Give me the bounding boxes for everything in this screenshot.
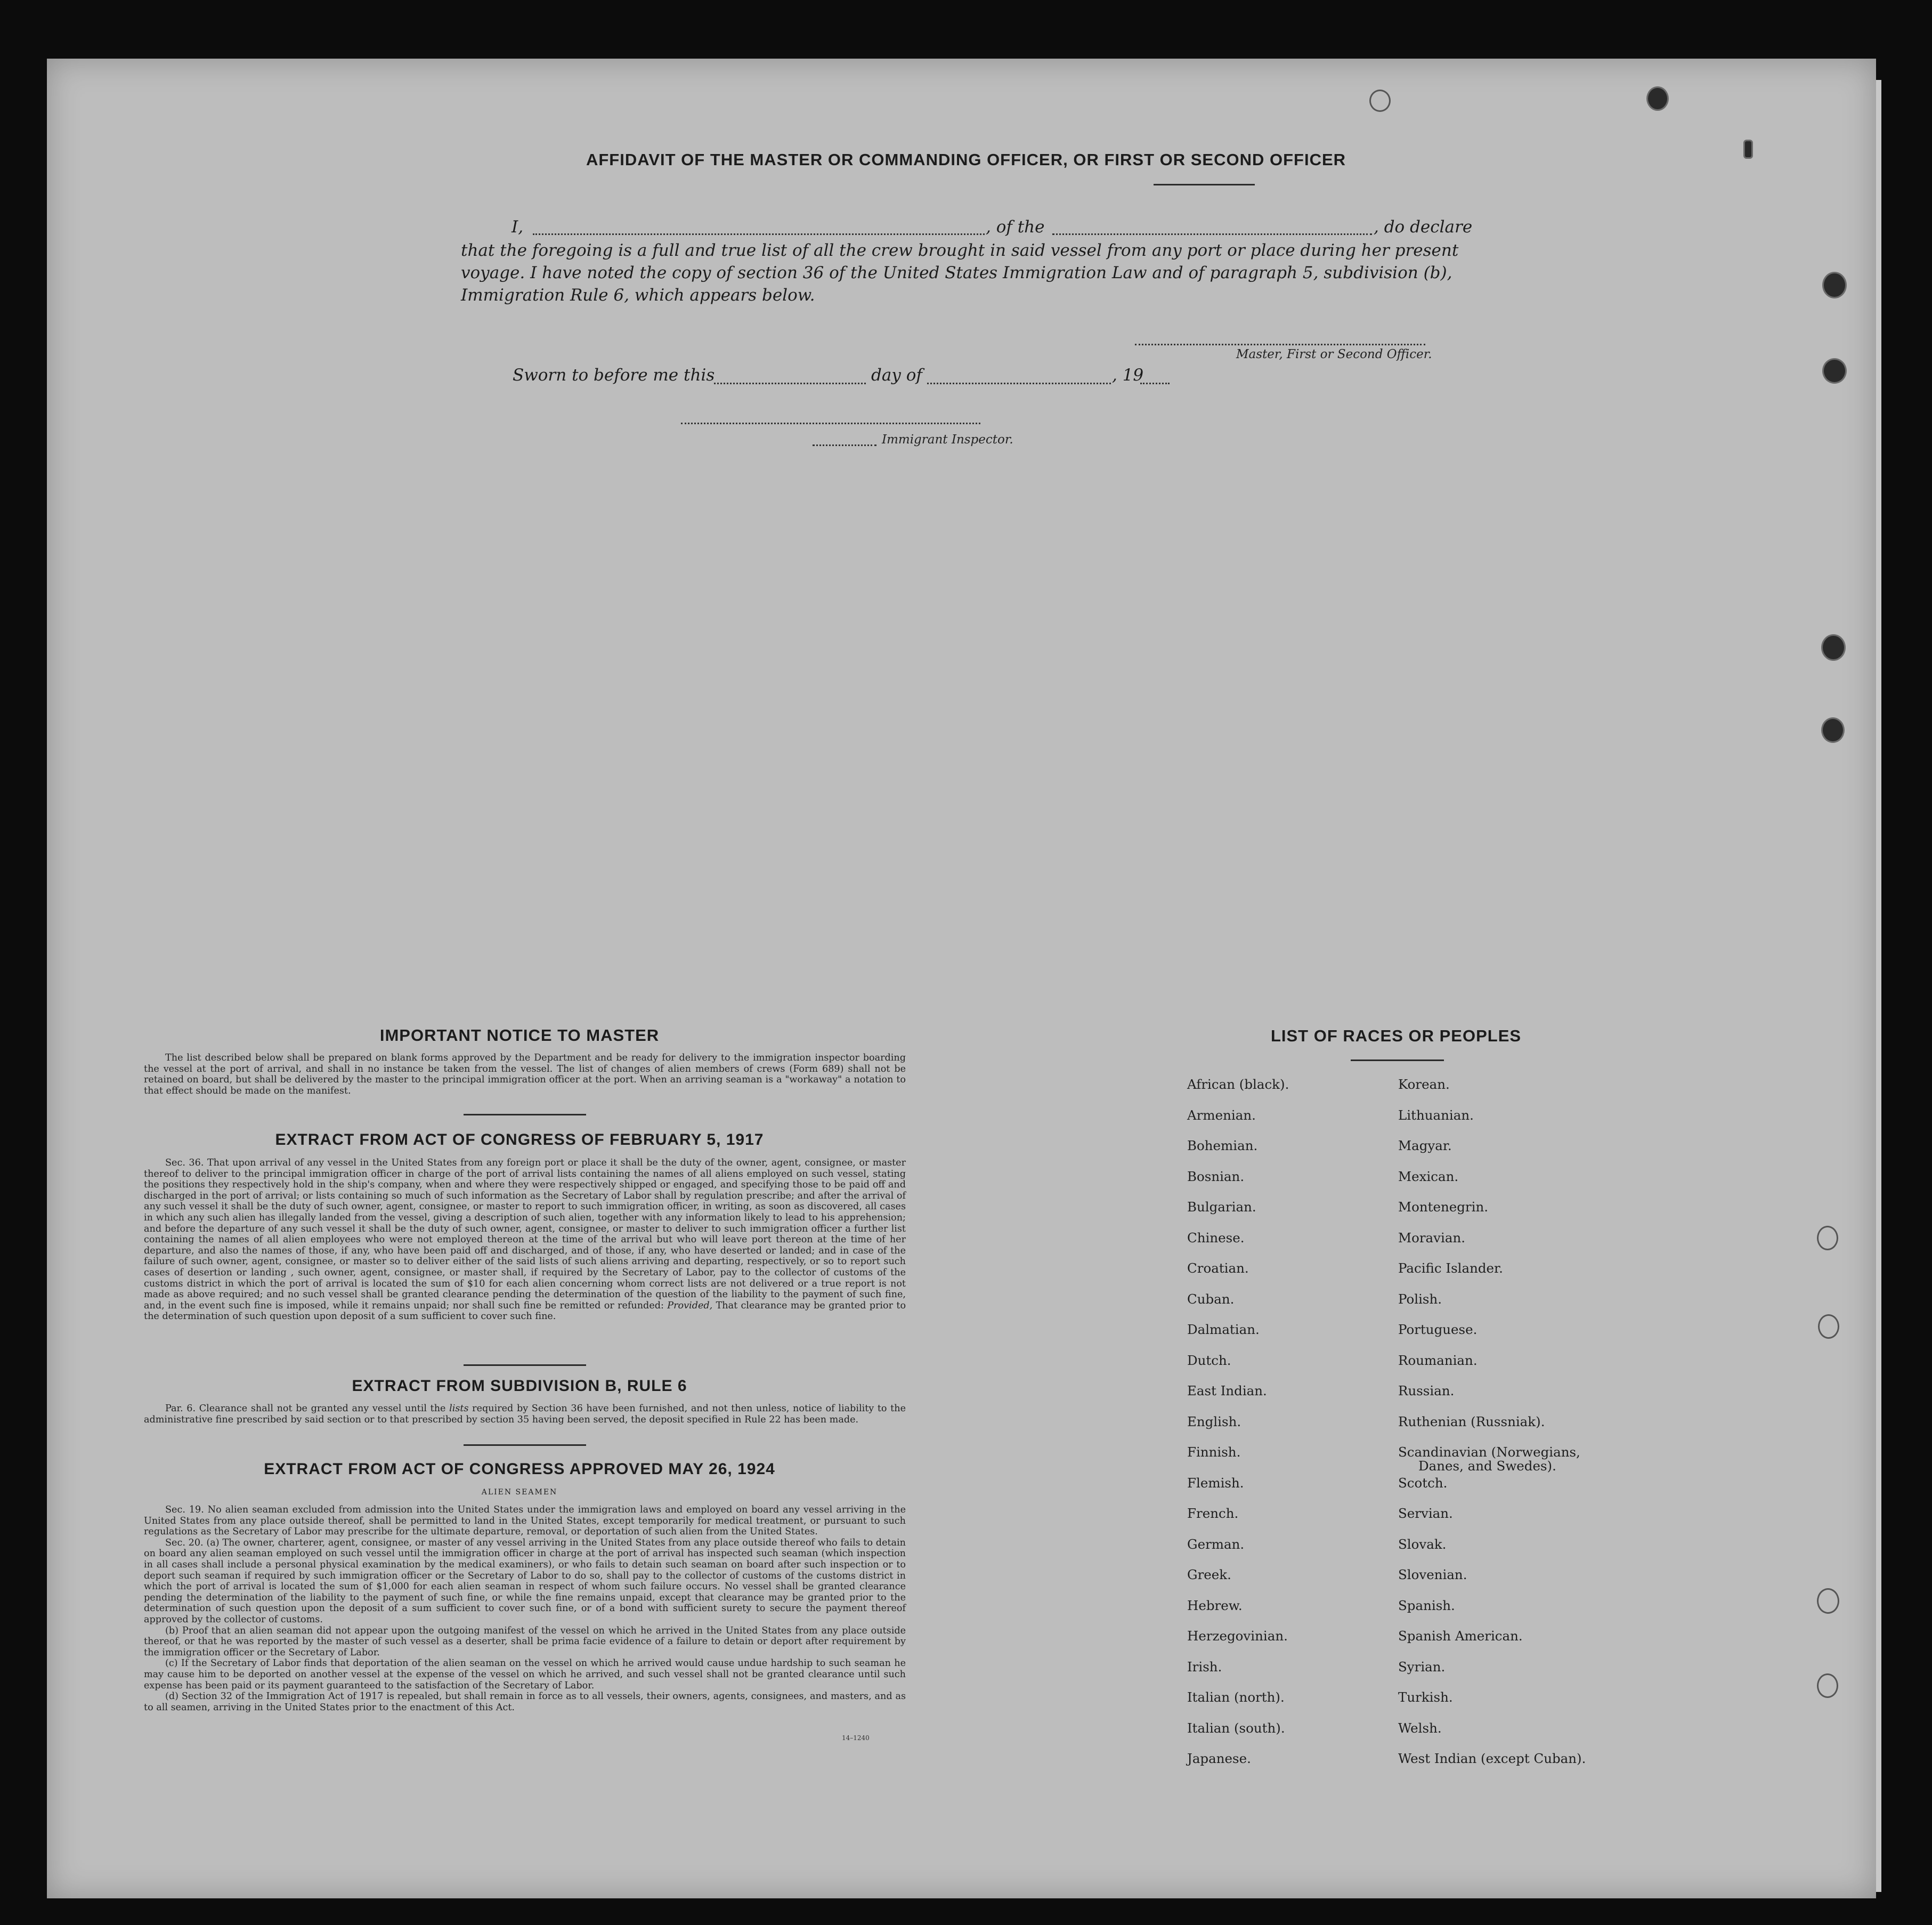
notice-text <box>144 1053 906 1096</box>
punch-hole <box>1369 90 1391 112</box>
race-item: Servian. <box>1398 1506 1453 1521</box>
lists-term: lists <box>449 1403 469 1414</box>
punch-hole <box>1817 1673 1838 1698</box>
extract-1917-body-end: That clearance may be granted prior to the determination of such question upon deposit of a sum sufficient to cover such fine. <box>144 1300 906 1322</box>
notice-title: IMPORTANT NOTICE TO MASTER <box>379 1026 660 1045</box>
race-item: Turkish. <box>1398 1689 1453 1705</box>
inspector-label: Immigrant Inspector. <box>882 433 1013 447</box>
sec20b-paragraph: (b) Proof that an alien seaman did not appear upon the outgoing manifest of the vessel on which he arrived in the United States from any place outside thereof, or that he was reported by the master of such vessel as a deserter, shall be prima facie evidence of a failure to detain or deport after requirement by the immigration officer or the Secretary of Labor. <box>144 1625 906 1658</box>
sworn-month-blank[interactable] <box>927 383 1111 384</box>
sworn-year-blank[interactable] <box>1140 383 1170 384</box>
race-item: Ruthenian (Russniak). <box>1398 1413 1545 1429</box>
race-item: French. <box>1187 1506 1239 1521</box>
race-item: Magyar. <box>1398 1138 1452 1153</box>
race-item: Bulgarian. <box>1187 1199 1256 1215</box>
race-item: Lithuanian. <box>1398 1107 1474 1123</box>
race-item: Montenegrin. <box>1398 1199 1489 1215</box>
race-item: Pacific Islander. <box>1398 1260 1503 1276</box>
rule6-body: Par. 6. Clearance shall not be granted any vessel until the <box>165 1403 446 1414</box>
extract-1917-body: Sec. 36. That upon arrival of any vessel in the United States from any foreign port or place it shall be the duty of the owner, agent, consignee, or master thereof to deliver to the principal immigration officer in charge of the port of arrival lists containing the names of all aliens employed on such vessel, stating the positions they respectively hold in the ship's company, when and where they were respectively shipped or engaged, and specifying those to be paid off and discharged in the port of arrival; or lists containing so much of such information as the Secretary of Labor shall by regulation prescribe; and after the arrival of any such vessel it shall be the duty of such owner, agent, consignee, or master to report to such immigration officer, in writing, as soon as discovered, all cases in which any such alien has illegally landed from the vessel, giving a description of such alien, together with any information likely to lead to his apprehension; and before the departure of any such vessel it shall be the duty of such owner, agent, consignee, or master to deliver to such immigration officer a further list containing the names of all alien employees who were not employed thereon at the time of the arrival but who will leave port thereon at the time of her departure, and also the names of those, if any, who have been paid off and discharged, and of those, if any, who have deserted or landed; and in case of the failure of such owner, agent, consignee, or master so to deliver either of the said lists of such aliens arriving and departing, respectively, or so to report such cases of desertion or landing , such owner, agent, consignee, or master shall, if required by the Secretary of Labor, pay to the collector of customs of the customs district in which the port of arrival is located the sum of $10 for each alien concerning whom correct lists are not delivered or a true report is not made as above required; and no such vessel shall be granted clearance pending the determination of the question of the liability to the payment of such fine, and, in the event such fine is imposed, while it remains unpaid; nor shall such fine be remitted or refunded: <box>144 1158 906 1311</box>
punch-hole <box>1646 86 1669 111</box>
races-rule <box>1351 1059 1444 1061</box>
race-item: Cuban. <box>1187 1291 1235 1307</box>
punch-hole <box>1817 1588 1839 1614</box>
extract-1924-title: EXTRACT FROM ACT OF CONGRESS APPROVED MAY 26, 1924 <box>264 1460 775 1478</box>
race-item: Korean. <box>1398 1077 1450 1092</box>
affidavit-line4: Immigration Rule 6, which appears below. <box>461 286 815 305</box>
races-left-column <box>1187 1078 1289 1783</box>
race-item: Japanese. <box>1187 1751 1251 1766</box>
race-item: Herzegovinian. <box>1187 1628 1288 1644</box>
race-item: Irish. <box>1187 1659 1222 1675</box>
race-item: Croatian. <box>1187 1260 1249 1276</box>
name-blank[interactable] <box>533 233 985 235</box>
race-item: Scandinavian (Norwegians, Danes, and Swedes). <box>1398 1444 1580 1474</box>
race-item: Polish. <box>1398 1291 1442 1307</box>
section-rule <box>464 1114 586 1115</box>
race-item: Flemish. <box>1187 1475 1244 1491</box>
race-item: Welsh. <box>1398 1720 1442 1736</box>
inspector-dots <box>813 444 876 446</box>
race-item: Mexican. <box>1398 1168 1459 1184</box>
affidavit-line3: voyage. I have noted the copy of section 36 of the United States Immigration Law and of paragraph 5, subdivision (b), <box>461 263 1452 282</box>
extract-rule6-title: EXTRACT FROM SUBDIVISION B, RULE 6 <box>352 1377 687 1395</box>
races-title: LIST OF RACES OR PEOPLES <box>1270 1026 1522 1045</box>
punch-hole <box>1822 272 1847 298</box>
affidavit-i: I, <box>512 217 524 237</box>
race-item: Dalmatian. <box>1187 1322 1260 1337</box>
race-item: Slovenian. <box>1398 1567 1467 1582</box>
sec20a-paragraph: Sec. 20. (a) The owner, charterer, agent, consignee, or master of any vessel arriving in the United States from any place outside thereof who fails to detain on board any alien seaman employed on such vessel until the immigration officer in charge at the port of arrival has inspected such seaman (which inspection in all cases shall include a personal physical examination by the medical examiners), or who fails to detain such seaman on board after such inspection or to deport such seaman if required by such immigration officer or the Secretary of Labor to do so, shall pay to the collector of customs of the customs district in which the port of arrival is located the sum of $1,000 for each alien seaman in respect of whom such failure occurs. No vessel shall be granted clearance pending the determination of the liability to the payment of such fine, or while the fine remains unpaid, except that clearance may be granted prior to the determination of such question upon the deposit of a sum sufficient to cover such fine, or of a bond with sufficient surety to secure the payment thereof approved by the collector of customs. <box>144 1537 906 1625</box>
sec20c-paragraph: (c) If the Secretary of Labor finds that deportation of the alien seaman on the vessel on which he arrived would cause undue hardship to such seaman he may cause him to be deported on another vessel at the expense of the vessel on which he arrived, and such vessel shall not be granted clearance until such expense has been paid or its payment guaranteed to the satisfaction of the Secretary of Labor. <box>144 1658 906 1691</box>
race-item: Italian (north). <box>1187 1689 1285 1705</box>
rule6-paragraph <box>144 1403 906 1425</box>
sec19-paragraph: Sec. 19. No alien seaman excluded from admission into the United States under the immigration laws and employed on board any vessel arriving in the United States from any place outside thereof, shall be permitted to land in the United States, except temporarily for medical treatment, or pursuant to such regulations as the Secretary of Labor may prescribe for the ultimate departure, removal, or deportation of such alien from the United States. <box>144 1505 906 1538</box>
punch-hole <box>1822 358 1847 384</box>
race-item: Italian (south). <box>1187 1720 1285 1736</box>
race-item: African (black). <box>1187 1077 1289 1092</box>
race-item: East Indian. <box>1187 1383 1267 1398</box>
race-item: Armenian. <box>1187 1107 1256 1123</box>
race-item: Spanish. <box>1398 1597 1455 1613</box>
race-item: Russian. <box>1398 1383 1455 1398</box>
vessel-blank[interactable] <box>1052 233 1372 235</box>
inspector-signature-line[interactable] <box>681 423 980 424</box>
punch-hole <box>1818 1314 1839 1339</box>
master-signature-label: Master, First or Second Officer. <box>1236 347 1432 361</box>
race-item: Bohemian. <box>1187 1138 1258 1153</box>
race-item: Slovak. <box>1398 1536 1447 1552</box>
race-item: Dutch. <box>1187 1352 1231 1368</box>
section-rule <box>464 1444 586 1446</box>
provided-term: Provided, <box>667 1300 713 1311</box>
sheet-edge <box>1876 80 1881 1892</box>
extract-1917-title: EXTRACT FROM ACT OF CONGRESS OF FEBRUARY 5, 1917 <box>275 1131 764 1148</box>
section-rule <box>464 1364 586 1366</box>
affidavit-line2: that the foregoing is a full and true list of all the crew brought in said vessel from any port or place during her present <box>461 241 1459 260</box>
affidavit-of-the: , of the <box>986 217 1045 237</box>
title-rule <box>1154 184 1255 185</box>
master-signature-line[interactable] <box>1135 344 1425 345</box>
races-right-column <box>1398 1078 1621 1783</box>
extract-1917-text <box>144 1158 906 1322</box>
sworn-day-blank[interactable] <box>714 383 866 384</box>
race-item: West Indian (except Cuban). <box>1398 1751 1586 1766</box>
extract-1917-paragraph <box>144 1158 906 1322</box>
notice-paragraph: The list described below shall be prepared on blank forms approved by the Department and be ready for delivery to the immigration inspector boarding the vessel at the port of arrival, and shall in no instance be taken from the vessel. The list of changes of alien members of crews (Form 689) shall not be retained on board, but shall be delivered by the master to the principal immigration officer at the port. When an arriving seaman is a "workaway" a notation to that effect should be made on the manifest. <box>144 1053 906 1096</box>
sec20d-paragraph: (d) Section 32 of the Immigration Act of 1917 is repealed, but shall remain in force as to all vessels, their owners, agents, consignees, and masters, and as to all seamen, arriving in the United States prior to the enactment of this Act. <box>144 1691 906 1713</box>
sworn-year: , 19 <box>1112 366 1144 385</box>
race-item: Roumanian. <box>1398 1352 1478 1368</box>
punch-hole <box>1821 717 1845 743</box>
race-item: Syrian. <box>1398 1659 1446 1675</box>
punch-hole <box>1817 1226 1838 1250</box>
race-item: Hebrew. <box>1187 1597 1243 1613</box>
race-item: Moravian. <box>1398 1230 1466 1245</box>
race-item: Spanish American. <box>1398 1628 1523 1644</box>
form-number: 14–1240 <box>842 1734 870 1742</box>
extract-1924-text <box>144 1505 906 1713</box>
race-item: Scotch. <box>1398 1475 1448 1491</box>
punch-hole <box>1821 634 1846 661</box>
race-item: Portuguese. <box>1398 1322 1478 1337</box>
race-item: Bosnian. <box>1187 1168 1245 1184</box>
sworn-day-of: day of <box>871 366 922 385</box>
race-item: Greek. <box>1187 1567 1231 1582</box>
race-item: Finnish. <box>1187 1444 1241 1460</box>
race-item: Chinese. <box>1187 1230 1245 1245</box>
affidavit-declare: , do declare <box>1374 217 1473 237</box>
extract-rule6-text <box>144 1403 906 1425</box>
alien-seamen-subtitle: ALIEN SEAMEN <box>481 1488 558 1497</box>
race-item: English. <box>1187 1413 1241 1429</box>
sworn-text: Sworn to before me this <box>513 366 715 385</box>
affidavit-title: AFFIDAVIT OF THE MASTER OR COMMANDING OFFICER, OR FIRST OR SECOND OFFICER <box>586 150 1346 169</box>
rule6-body-end: required by Section 36 have been furnished, and not then unless, notice of liability to the administrative fine prescribed by said section or to that prescribed by section 35 having been served, the deposit specified in Rule 22 has been made. <box>144 1403 906 1425</box>
race-item: German. <box>1187 1536 1245 1552</box>
